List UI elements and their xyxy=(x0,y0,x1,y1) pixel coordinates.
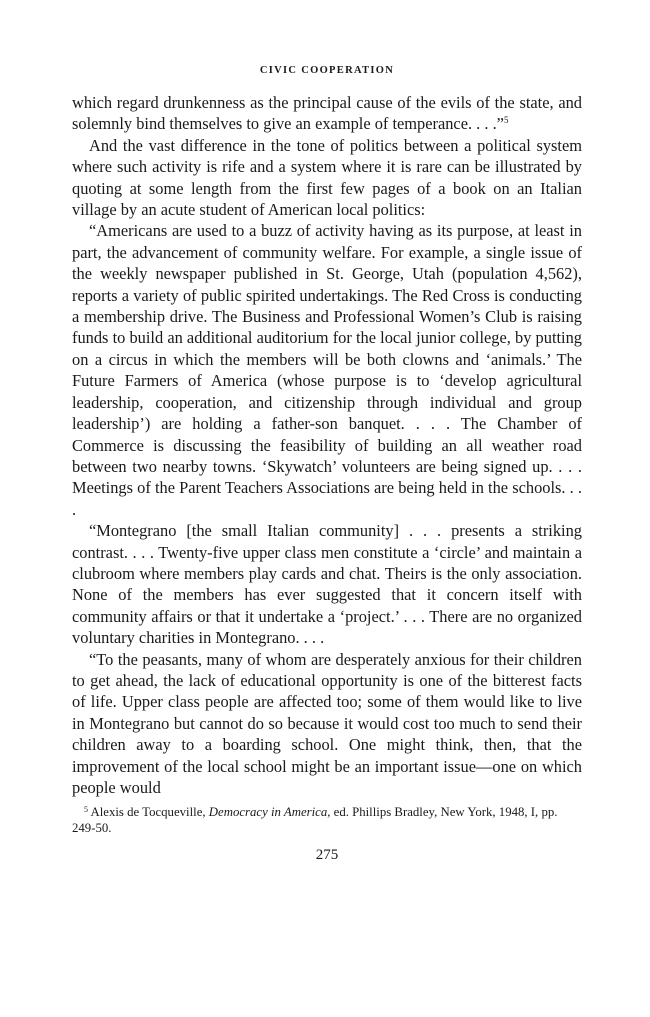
footnote xyxy=(72,804,582,836)
quote-paragraph: “Montegrano [the small Italian community] . . . presents a striking contrast. . . . Twenty-five upper class men constitute a ‘circle’ and maintain a clubroom where members play cards and chat. Theirs is the only association. None of the members has ever suggested that it concern itself with community affairs or that it undertake a ‘project.’ . . . There are no organized voluntary charities in Montegrano. . . . xyxy=(72,521,582,648)
running-head: CIVIC COOPERATION xyxy=(259,65,395,76)
footnotes xyxy=(72,804,582,836)
book-page xyxy=(72,64,582,864)
quote-paragraph: “Americans are used to a buzz of activity having as its purpose, at least in part, the advancement of community welfare. For example, a single issue of the weekly newspaper published in St. George, Utah (population 4,562), reports a variety of public spirited undertakings. The Red Cross is conducting a membership drive. The Business and Professional Women’s Club is raising funds to build an additional auditorium for the local junior college, by putting on a circus in which the members will be both clowns and ‘animals.’ The Future Farmers of America (whose purpose is to ‘develop agricultural leadership, cooperation, and citizenship through individual and group leadership’) are holding a father-son banquet. . . . The Chamber of Commerce is discussing the feasibility of building an all weather road between two nearby towns. ‘Skywatch’ volunteers are being signed up. . . . Meetings of the Parent Teachers Associations are being held in the schools. . . . xyxy=(72,221,582,519)
quote-paragraph: “To the peasants, many of whom are desperately anxious for their children to get ahead, the lack of educational opportunity is one of the bitterest facts of life. Upper class people are affected too; some of them would like to live in Montegrano but cannot do so because it would cost too much to send their children away to a boarding school. One might think, then, that the improvement of the local school might be an important issue—one on which people would xyxy=(72,649,582,797)
footnote-title: Democracy in America, xyxy=(208,805,331,820)
footnote-details: ed. Phillips Bradley, New York, 1948, I, pp. 249-50. xyxy=(72,805,558,836)
body-text xyxy=(72,92,582,798)
paragraph: And the vast difference in the tone of politics between a political system where such activity is rife and a system where it is rare can be illustrated by quoting at some length from the first few pages of a book on an Italian village by an acute student of American local politics: xyxy=(72,135,582,220)
footnote-author: Alexis de Tocqueville, xyxy=(90,805,209,820)
footnote-marker: 5 xyxy=(84,805,88,815)
paragraph-continuation: which regard drunkenness as the principal cause of the evils of the state, and solemnly bind themselves to give an example of temperance. . . .”$^5$ xyxy=(72,93,582,134)
page-number: 275 xyxy=(315,847,339,864)
footnote-reference: 5 xyxy=(503,115,509,126)
